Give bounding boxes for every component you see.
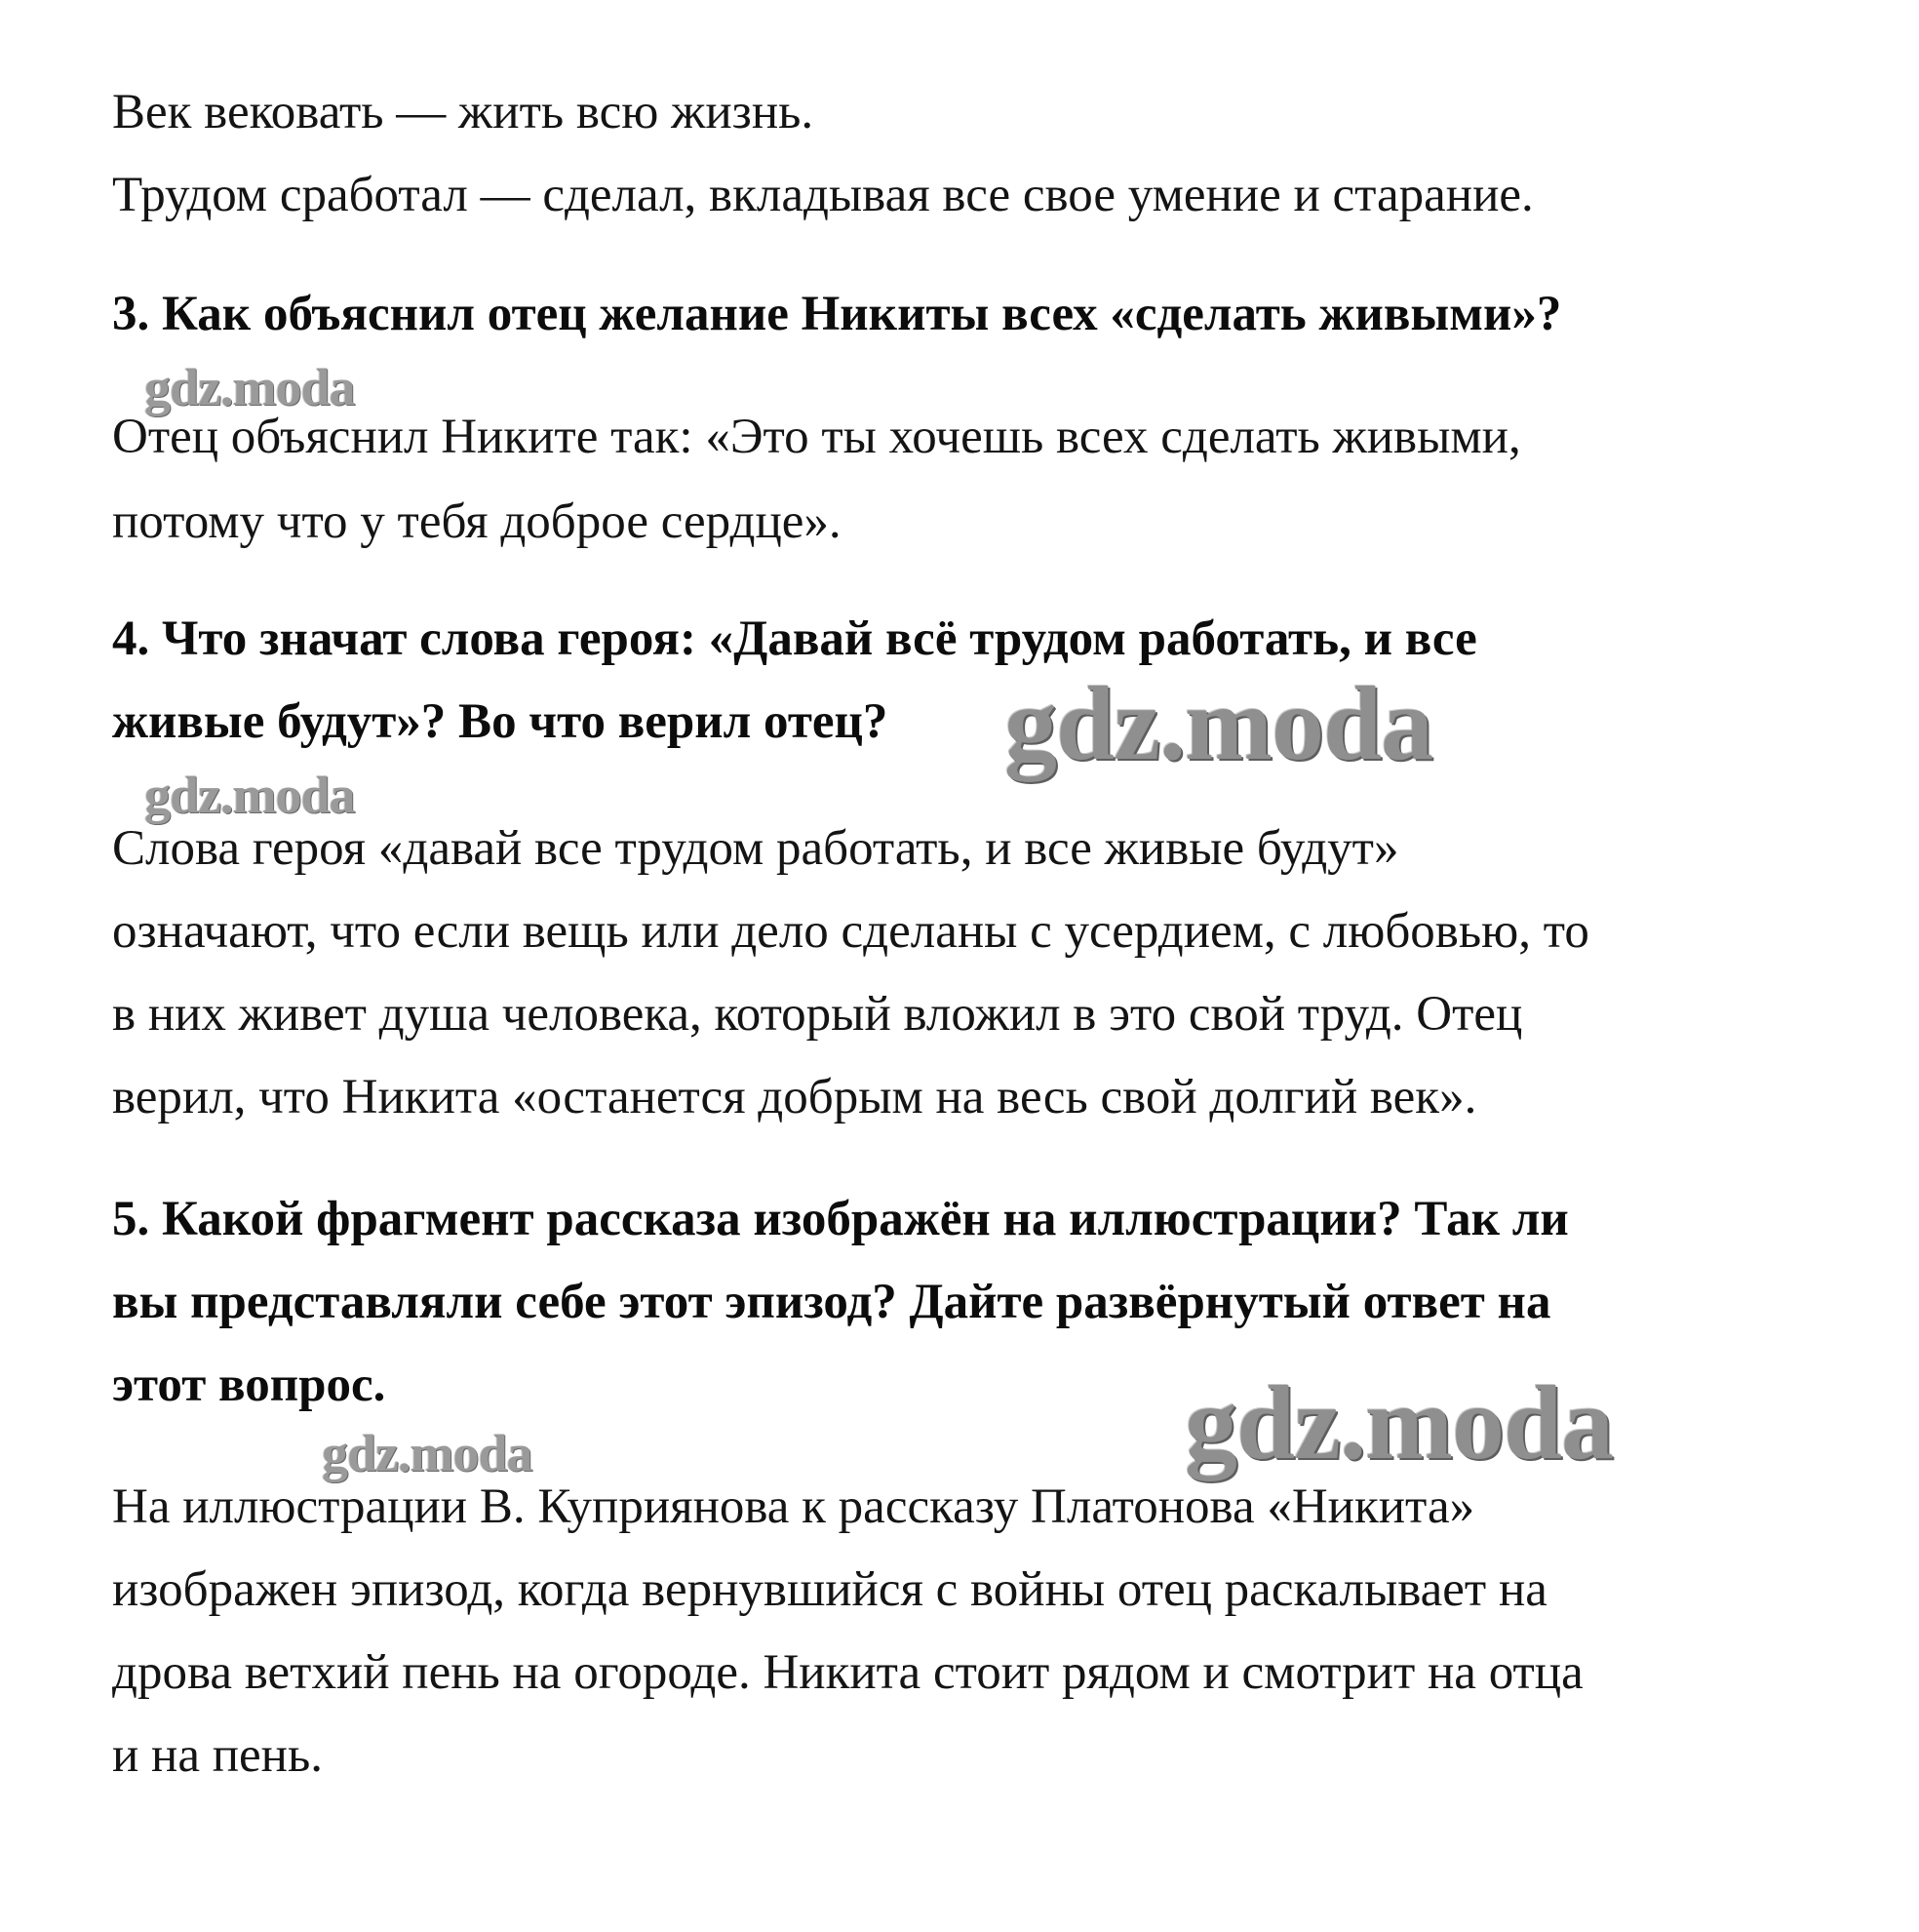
watermark-4: gdz.moda	[1185, 1365, 1614, 1481]
answer-5-line-2: изображен эпизод, когда вернувшийся с войны отец раскалывает на	[112, 1562, 1547, 1617]
answer-4-line-2: означают, что если вещь или дело сделаны с усердием, с любовью, то	[112, 904, 1589, 959]
answer-4-line-3: в них живет душа человека, который вложил в это свой труд. Отец	[112, 987, 1523, 1042]
answer-4-line-1: Слова героя «давай все трудом работать, и все живые будут»	[112, 821, 1399, 876]
question-4-line-2: живые будут»? Во что верил отец?	[112, 694, 888, 749]
answer-5-line-3: дрова ветхий пень на огороде. Никита стоит рядом и смотрит на отца	[112, 1645, 1584, 1700]
watermark-5: gdz.moda	[322, 1424, 532, 1482]
question-5-line-3: этот вопрос.	[112, 1358, 386, 1412]
answer-3-line-2: потому что у тебя доброе сердце».	[112, 494, 842, 549]
answer-4-line-4: верил, что Никита «останется добрым на весь свой долгий век».	[112, 1070, 1477, 1124]
definition-line-2: Трудом сработал — сделал, вкладывая все свое умение и старание.	[112, 168, 1534, 222]
watermark-2: gdz.moda	[1004, 666, 1433, 782]
question-5-line-2: вы представляли себе этот эпизод? Дайте развёрнутый ответ на	[112, 1275, 1551, 1329]
answer-5-line-4: и на пень.	[112, 1728, 323, 1783]
watermark-3: gdz.moda	[144, 766, 355, 824]
question-3: 3. Как объяснил отец желание Никиты всех «сделать живыми»?	[112, 287, 1562, 341]
definition-line-1: Век вековать — жить всю жизнь.	[112, 85, 814, 139]
watermark-1: gdz.moda	[144, 358, 355, 416]
answer-5-line-1: На иллюстрации В. Куприянова к рассказу Платонова «Никита»	[112, 1479, 1475, 1534]
question-4-line-1: 4. Что значат слова героя: «Давай всё трудом работать, и все	[112, 611, 1477, 666]
question-5-line-1: 5. Какой фрагмент рассказа изображён на иллюстрации? Так ли	[112, 1192, 1569, 1246]
answer-3-line-1: Отец объяснил Никите так: «Это ты хочешь всех сделать живыми,	[112, 410, 1521, 464]
